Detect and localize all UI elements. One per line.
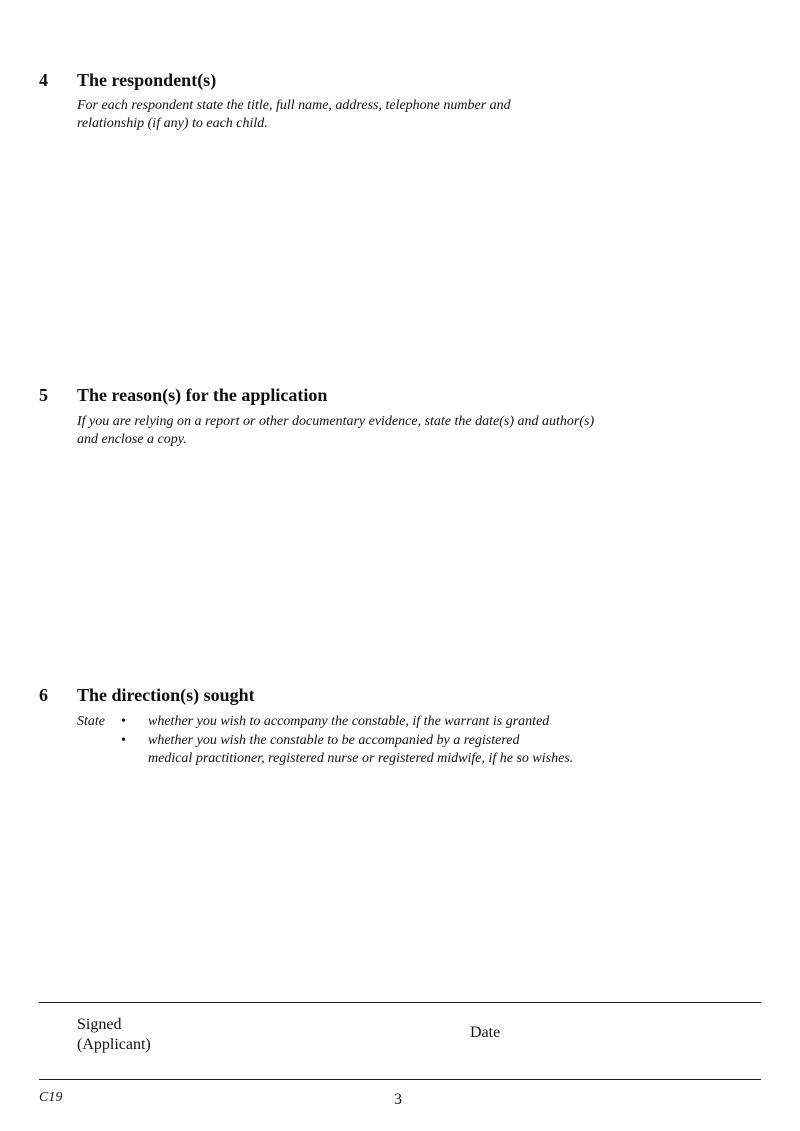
bullet-item-text: whether you wish the constable to be accompanied by a registered [148,733,520,748]
section-number: 5 [39,385,48,405]
date-field[interactable] [515,1018,759,1048]
directions-answer-field[interactable] [77,775,765,994]
section-hint-line: For each respondent state the title, full name, address, telephone number and [77,98,511,113]
section-hint-line: and enclose a copy. [77,432,187,447]
signed-label [77,1015,151,1055]
signed-label-line: Signed [77,1016,122,1033]
form-code: C19 [39,1090,63,1105]
bullet-icon: • [121,733,126,748]
applicant-label-line: (Applicant) [77,1036,151,1053]
section-title: The respondent(s) [77,70,217,90]
section-title: The direction(s) sought [77,685,255,705]
section-title: The reason(s) for the application [77,385,328,405]
signature-field[interactable] [170,1018,454,1048]
page-number: 3 [394,1091,402,1108]
date-label: Date [470,1024,501,1041]
bullet-icon: • [121,714,126,729]
bullet-item-text: whether you wish to accompany the constable, if the warrant is granted [148,714,550,729]
respondents-answer-field[interactable] [77,140,765,379]
state-label: State [77,714,105,729]
section-hint-line: relationship (if any) to each child. [77,116,268,131]
section-number: 4 [39,70,48,90]
reasons-answer-field[interactable] [77,455,765,679]
footer-divider [39,1079,761,1080]
section-hint-line: If you are relying on a report or other documentary evidence, state the date(s) and author(s) [77,414,595,429]
section-number: 6 [39,685,48,705]
bullet-item-text: medical practitioner, registered nurse or registered midwife, if he so wishes. [148,751,574,766]
signature-top-divider [39,1002,761,1003]
